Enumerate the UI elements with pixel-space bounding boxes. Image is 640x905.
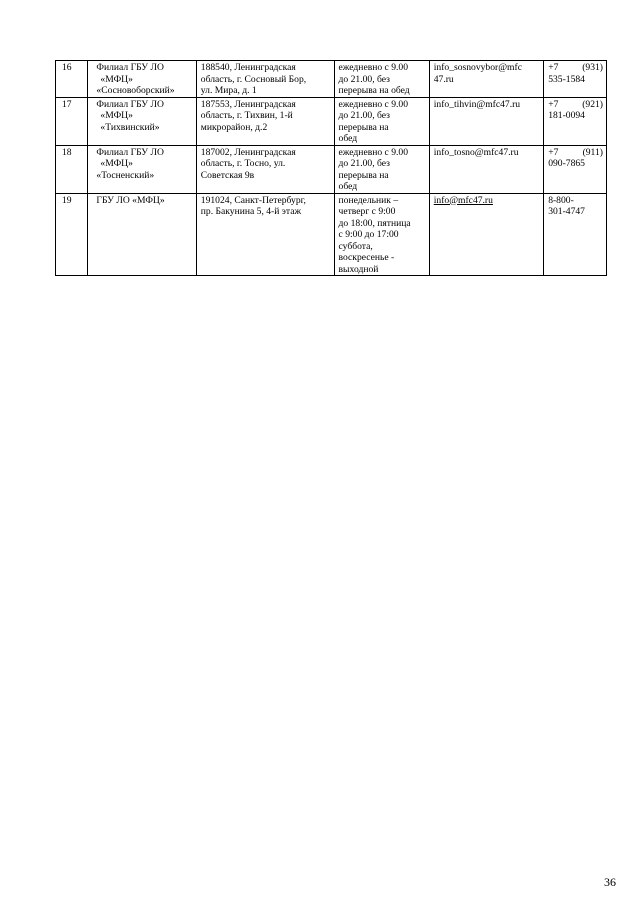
row-number: 18 [56,145,88,193]
branch-phone [544,145,607,193]
branch-address [196,193,334,276]
branch-name-line: «МФЦ» [100,73,133,85]
address-line: 187002, Ленинградская [200,146,296,158]
branch-name [88,145,196,193]
phone-number: 090-7865 [548,158,585,169]
phone-number: 181-0094 [548,110,585,121]
hours-line: четверг с 9:00 [338,206,396,217]
branch-address [196,145,334,193]
address-line: 191024, Санкт-Петербург, [200,194,306,206]
branch-name-line: «Тихвинский» [100,121,160,133]
branch-phone [544,193,607,276]
email-line: info_sosnovybor@mfc [433,62,522,73]
working-hours [334,193,429,276]
branch-name-line: «МФЦ» [100,110,133,121]
hours-line: обед [338,181,358,192]
branch-email [429,97,543,145]
email-link[interactable]: info@mfc47.ru [433,194,493,206]
table-row [56,193,607,276]
branch-email [429,193,543,276]
branch-phone [544,97,607,145]
hours-line: перерыва на [338,121,389,133]
mfc-branches-table [55,60,607,276]
address-line: область, г. Тосно, ул. [200,158,286,169]
hours-line: перерыва на [338,169,389,181]
hours-line: до 18:00, пятница [338,217,411,229]
branch-name-line: «Тосненский» [96,169,155,181]
row-number: 17 [56,97,88,145]
branch-name-line: ГБУ ЛО «МФЦ» [96,194,165,206]
branch-name [88,193,196,276]
phone-country-code: +7 [548,62,559,73]
branch-email [429,145,543,193]
row-number: 19 [56,193,88,276]
phone-area-code: (921) [582,98,603,110]
phone-prefix [548,62,603,74]
email-line: info_tihvin@mfc47.ru [433,98,521,110]
hours-line: перерыва на обед [338,85,410,96]
address-line: Советская 9в [200,169,255,181]
hours-line: до 21.00, без [338,73,390,85]
table-row [56,61,607,98]
branch-email [429,61,543,98]
branch-name-line: Филиал ГБУ ЛО [96,146,164,158]
email-line: info_tosno@mfc47.ru [433,146,519,158]
hours-line: ежедневно с 9.00 [338,146,409,158]
phone-prefix [548,147,603,159]
hours-line: воскресенье - [338,252,395,263]
address-line: область, г. Тихвин, 1-й [200,110,293,121]
address-line: область, г. Сосновый Бор, [200,73,307,85]
phone-country-code: +7 [548,146,559,158]
phone-line: 8-800- [548,194,574,206]
phone-prefix [548,99,603,111]
phone-country-code: +7 [548,98,559,110]
phone-number: 535-1584 [548,73,585,85]
hours-line: ежедневно с 9.00 [338,98,409,110]
table-row [56,145,607,193]
address-line: 187553, Ленинградская [200,98,296,110]
address-line: ул. Мира, д. 1 [200,85,257,96]
hours-line: с 9:00 до 17:00 [338,229,399,240]
branch-name-line: Филиал ГБУ ЛО [96,62,164,73]
email-line: 47.ru [433,73,454,85]
table-row [56,97,607,145]
hours-line: до 21.00, без [338,110,390,121]
branch-name-line: «МФЦ» [100,158,133,169]
branch-name [88,61,196,98]
working-hours [334,145,429,193]
phone-area-code: (911) [582,146,603,158]
hours-line: выходной [338,263,379,275]
phone-line: 301-4747 [548,206,585,217]
address-line: микрорайон, д.2 [200,121,268,133]
branch-address [196,97,334,145]
hours-line: суббота, [338,240,373,252]
working-hours [334,61,429,98]
page-number: 36 [604,875,616,889]
branch-name [88,97,196,145]
row-number: 16 [56,61,88,98]
branch-name-line: «Сосновоборский» [96,85,175,96]
branch-phone [544,61,607,98]
phone-area-code: (931) [582,62,603,73]
hours-line: ежедневно с 9.00 [338,62,409,73]
branch-address [196,61,334,98]
hours-line: до 21.00, без [338,158,390,169]
address-line: пр. Бакунина 5, 4-й этаж [200,206,302,217]
hours-line: обед [338,133,358,144]
working-hours [334,97,429,145]
hours-line: понедельник – [338,194,399,206]
branch-name-line: Филиал ГБУ ЛО [96,98,164,110]
address-line: 188540, Ленинградская [200,62,296,73]
